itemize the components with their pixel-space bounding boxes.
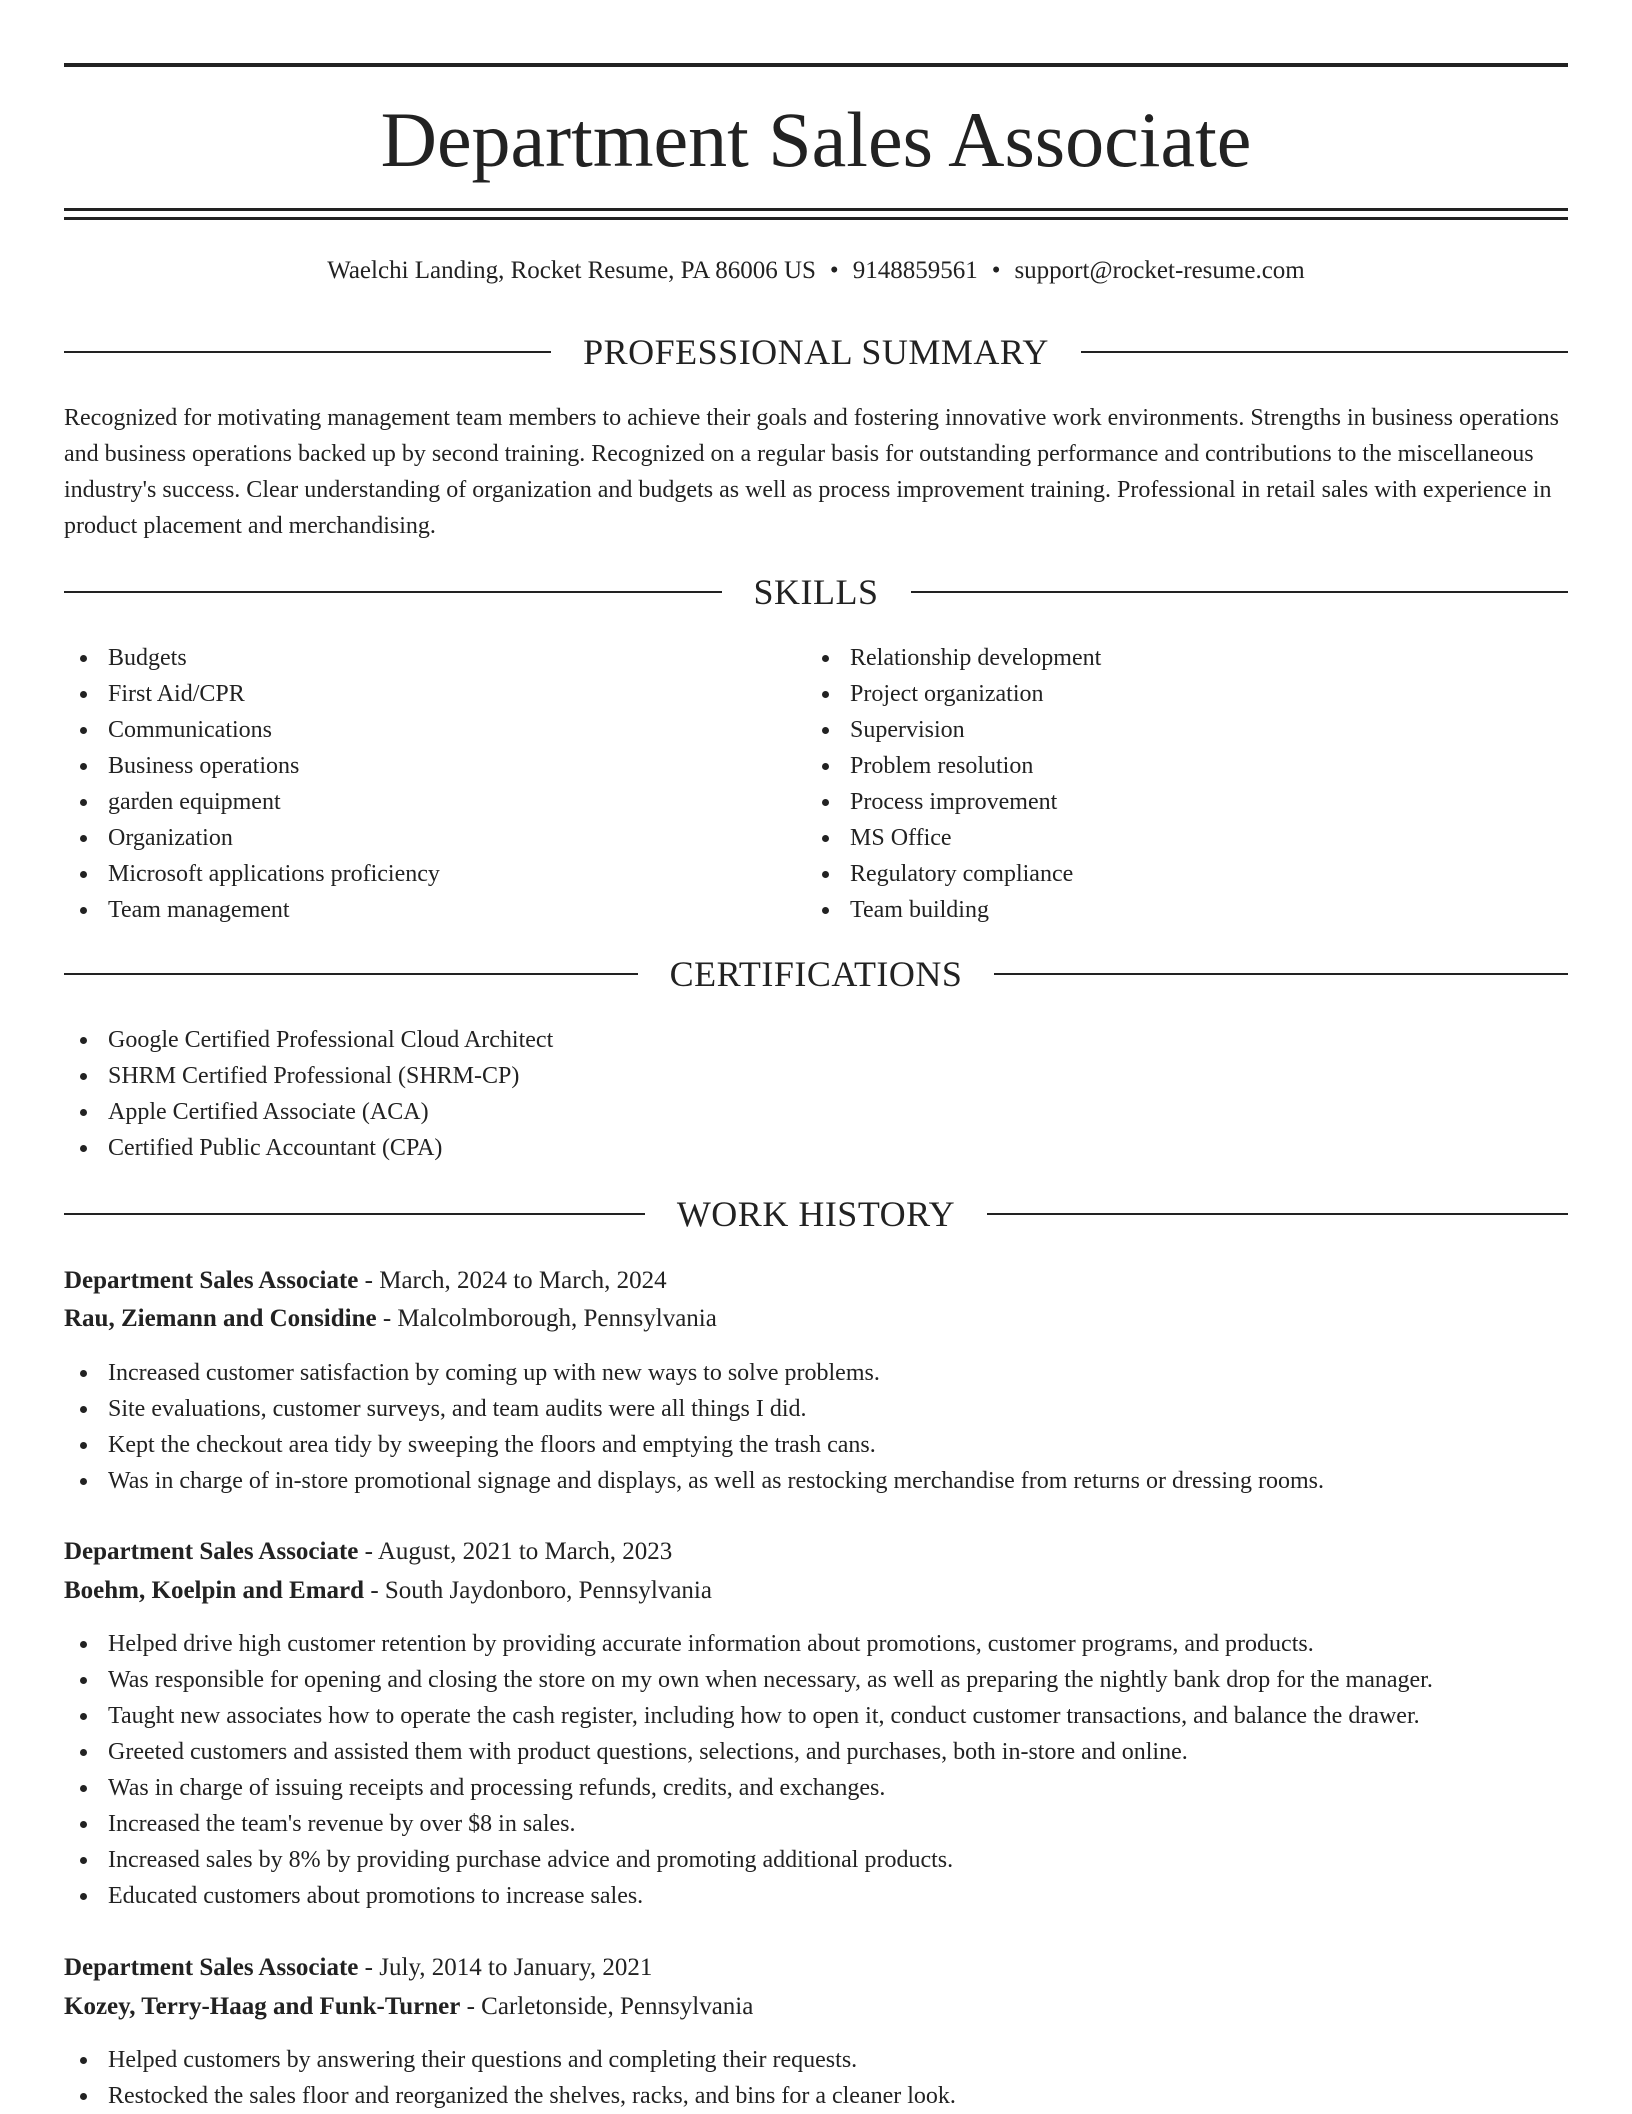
- job-title: Department Sales Associate: [64, 1267, 359, 1294]
- contact-separator: •: [829, 257, 839, 284]
- certifications-list: [64, 1022, 1564, 1166]
- job-bullet: Increased the team's revenue by over $8 in sales.: [64, 1806, 1564, 1842]
- skills-heading: SKILLS: [753, 572, 879, 612]
- job-bullet: Increased sales by 8% by providing purchase advice and promoting additional products.: [64, 1842, 1564, 1878]
- certifications-heading: CERTIFICATIONS: [669, 954, 963, 994]
- skill-item: Business operations: [64, 748, 804, 784]
- contact-phone: 9148859561: [852, 257, 978, 284]
- job-title-line: [64, 1263, 667, 1299]
- job-bullet: Kept the checkout area tidy by sweeping the floors and emptying the trash cans.: [64, 1427, 1564, 1463]
- job-bullets: [64, 1355, 1564, 1499]
- job-bullet: Helped drive high customer retention by providing accurate information about promotions, customer programs, and products.: [64, 1626, 1564, 1662]
- job-bullet: Was in charge of issuing receipts and processing refunds, credits, and exchanges.: [64, 1770, 1564, 1806]
- skill-item: Microsoft applications proficiency: [64, 856, 804, 892]
- work-history-heading: WORK HISTORY: [676, 1194, 956, 1234]
- skill-item: Relationship development: [806, 640, 1566, 676]
- job-dates: - August, 2021 to March, 2023: [358, 1538, 673, 1565]
- job-title: Department Sales Associate: [64, 1538, 359, 1565]
- section-rule-right: [987, 1213, 1568, 1215]
- skill-item: Regulatory compliance: [806, 856, 1566, 892]
- job-title: Department Sales Associate: [64, 1954, 359, 1981]
- job-dates: - March, 2024 to March, 2024: [358, 1267, 667, 1294]
- section-rule-right: [911, 591, 1569, 593]
- section-rule-right: [1081, 351, 1568, 353]
- job-title-line: [64, 1950, 652, 1986]
- job-bullet: Was in charge of in-store promotional signage and displays, as well as restocking merchandise from returns or dressing rooms.: [64, 1463, 1564, 1499]
- job-bullets: [64, 1626, 1564, 1914]
- job-company-line: [64, 1989, 753, 2025]
- work-history-section-header: [64, 1192, 1568, 1236]
- certification-item: Certified Public Accountant (CPA): [64, 1130, 1564, 1166]
- job-bullet: Greeted customers and assisted them with product questions, selections, and purchases, both in-store and online.: [64, 1734, 1564, 1770]
- skill-item: MS Office: [806, 820, 1566, 856]
- skill-item: Communications: [64, 712, 804, 748]
- skill-item: Problem resolution: [806, 748, 1566, 784]
- skills-list-right: [806, 640, 1566, 928]
- header-top-rule: [64, 63, 1568, 67]
- skill-item: Organization: [64, 820, 804, 856]
- job-bullet: Restocked the sales floor and reorganized the shelves, racks, and bins for a cleaner look.: [64, 2078, 1564, 2114]
- job-title-line: [64, 1534, 672, 1570]
- section-rule-right: [994, 973, 1568, 975]
- certification-item: SHRM Certified Professional (SHRM-CP): [64, 1058, 1564, 1094]
- job-dates: - July, 2014 to January, 2021: [358, 1954, 653, 1981]
- skills-list-left: [64, 640, 804, 928]
- job-company: Rau, Ziemann and Considine: [64, 1305, 377, 1332]
- certifications-section-header: [64, 952, 1568, 996]
- contact-separator: •: [991, 257, 1001, 284]
- section-rule-left: [64, 1213, 645, 1215]
- skill-item: Project organization: [806, 676, 1566, 712]
- header-double-rule: [64, 208, 1568, 220]
- summary-heading: PROFESSIONAL SUMMARY: [583, 332, 1049, 372]
- skill-item: garden equipment: [64, 784, 804, 820]
- skill-item: Team management: [64, 892, 804, 928]
- skill-item: Process improvement: [806, 784, 1566, 820]
- job-location: - Malcolmborough, Pennsylvania: [376, 1305, 717, 1332]
- contact-line: [64, 254, 1568, 288]
- job-bullet: Was responsible for opening and closing the store on my own when necessary, as well as preparing the nightly bank drop for the manager.: [64, 1662, 1564, 1698]
- section-rule-left: [64, 351, 551, 353]
- contact-email: support@rocket-resume.com: [1014, 257, 1305, 284]
- job-bullet: Site evaluations, customer surveys, and team audits were all things I did.: [64, 1391, 1564, 1427]
- job-bullet: Increased customer satisfaction by coming up with new ways to solve problems.: [64, 1355, 1564, 1391]
- contact-address: Waelchi Landing, Rocket Resume, PA 86006 US: [327, 257, 816, 284]
- section-rule-left: [64, 591, 722, 593]
- section-rule-left: [64, 973, 638, 975]
- job-bullet: Taught new associates how to operate the cash register, including how to open it, conduct customer transactions, and balance the drawer.: [64, 1698, 1564, 1734]
- summary-section-header: [64, 330, 1568, 374]
- skill-item: First Aid/CPR: [64, 676, 804, 712]
- job-location: - Carletonside, Pennsylvania: [460, 1993, 754, 2020]
- skill-item: Supervision: [806, 712, 1566, 748]
- job-company: Boehm, Koelpin and Emard: [64, 1577, 365, 1604]
- certification-item: Google Certified Professional Cloud Architect: [64, 1022, 1564, 1058]
- certification-item: Apple Certified Associate (ACA): [64, 1094, 1564, 1130]
- job-company-line: [64, 1573, 712, 1609]
- summary-text: Recognized for motivating management team members to achieve their goals and fostering innovative work environments. Strengths in business operations and business operations backed up by second training. Recognized on a regular basis for outstanding performance and contributions to the miscellaneous industry's success. Clear understanding of organization and budgets as well as process improvement training. Professional in retail sales with experience in product placement and merchandising.: [64, 405, 1559, 539]
- job-bullet: Educated customers about promotions to increase sales.: [64, 1878, 1564, 1914]
- job-location: - South Jaydonboro, Pennsylvania: [364, 1577, 712, 1604]
- skill-item: Team building: [806, 892, 1566, 928]
- job-company: Kozey, Terry-Haag and Funk-Turner: [64, 1993, 461, 2020]
- skills-section-header: [64, 570, 1568, 614]
- job-bullet: Helped customers by answering their questions and completing their requests.: [64, 2042, 1564, 2078]
- resume-name: Department Sales Associate: [380, 96, 1252, 183]
- job-bullets: [64, 2042, 1564, 2114]
- skill-item: Budgets: [64, 640, 804, 676]
- job-company-line: [64, 1301, 717, 1337]
